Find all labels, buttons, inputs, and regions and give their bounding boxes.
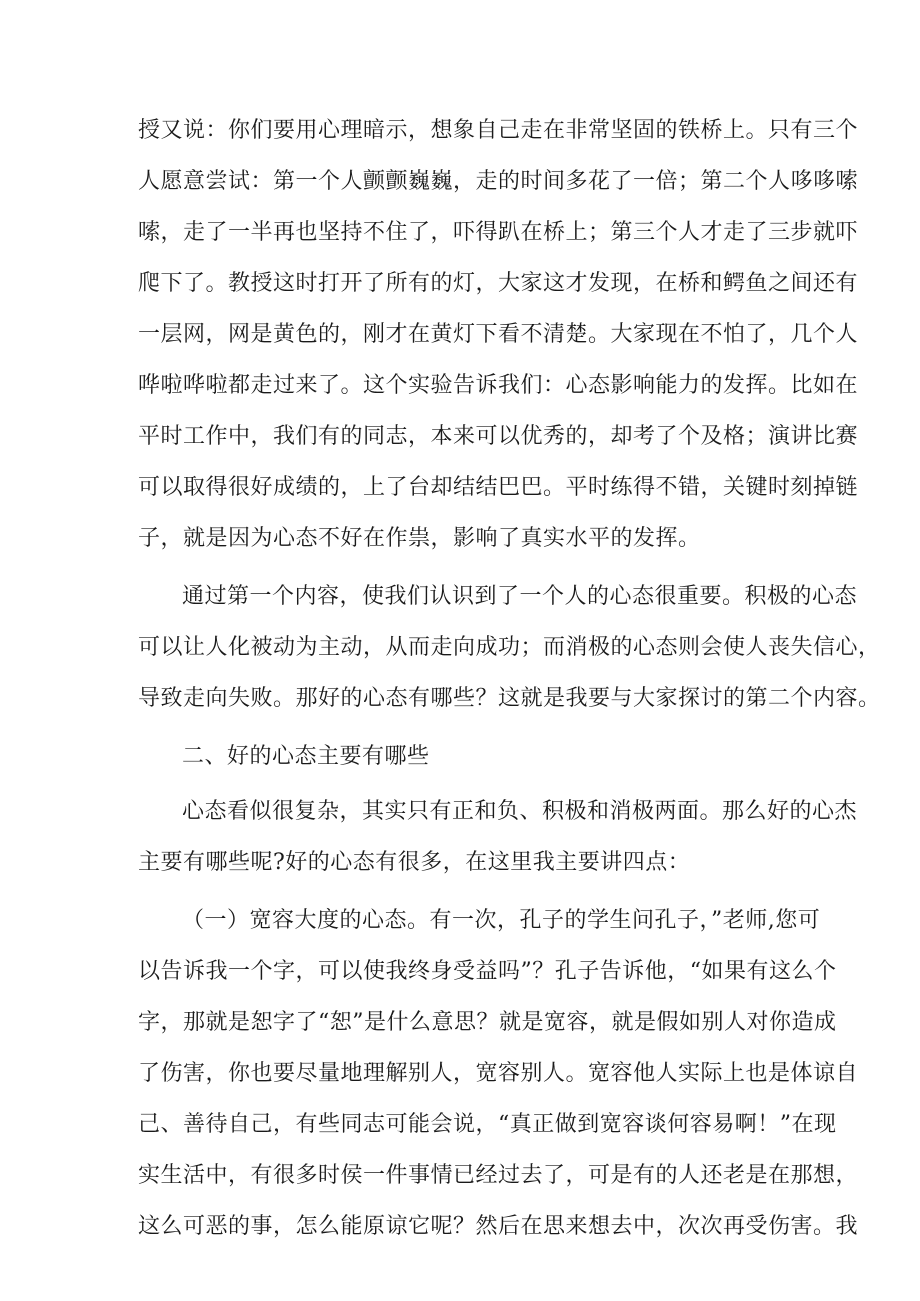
text-line: 了伤害，你也要尽量地理解别人，宽容别人。宽容他人实际上也是体谅自	[138, 1061, 859, 1086]
paragraph-first-line: 通过第一个内容，使我们认识到了一个人的心态很重要。积极的心态	[182, 584, 858, 609]
section-heading: 二、好的心态主要有哪些	[182, 744, 430, 769]
text-line: 主要有哪些呢?好的心态有很多，在这里我主要讲四点：	[138, 850, 691, 875]
text-line: 爬下了。教授这时打开了所有的灯，大家这才发现，在桥和鳄鱼之间还有	[138, 271, 859, 296]
text-line: 一层网，网是黄色的，刚才在黄灯下看不清楚。大家现在不怕了，几个人	[138, 322, 859, 347]
paragraph-first-line: （一）宽容大度的心态。有一次，孔子的学生问孔子，”老师,您可	[182, 908, 821, 933]
text-line: 平时工作中，我们有的同志，本来可以优秀的，却考了个及格；演讲比赛	[138, 424, 859, 449]
text-line: 哗啦哗啦都走过来了。这个实验告诉我们：心态影响能力的发挥。比如在	[138, 373, 859, 398]
text-line: 字，那就是恕字了“恕”是什么意思？就是宽容，就是假如别人对你造成	[138, 1010, 837, 1035]
text-line: 可以让人化被动为主动，从而走向成功；而消极的心态则会使人丧失信心，	[138, 635, 881, 660]
text-line: 可以取得很好成绩的，上了台却结结巴巴。平时练得不错，关键时刻掉链	[138, 475, 859, 500]
text-line: 人愿意尝试：第一个人颤颤巍巍，走的时间多花了一倍；第二个人哆哆嗦	[138, 169, 859, 194]
text-line: 己、善待自己，有些同志可能会说，“真正做到宽容谈何容易啊！”在现	[138, 1112, 837, 1137]
text-line: 嗦，走了一半再也坚持不住了，吓得趴在桥上；第三个人才走了三步就吓	[138, 220, 859, 245]
text-line: 以告诉我一个字，可以使我终身受益吗”？孔子告诉他，“如果有这么个	[138, 959, 837, 984]
text-line: 子，就是因为心态不好在作祟，影响了真实水平的发挥。	[138, 526, 701, 551]
text-line: 这么可恶的事，怎么能原谅它呢？然后在思来想去中，次次再受伤害。我	[138, 1214, 859, 1239]
text-line: 授又说：你们要用心理暗示，想象自己走在非常坚固的铁桥上。只有三个	[138, 118, 859, 143]
text-line: 导致走向失败。那好的心态有哪些？这就是我要与大家探讨的第二个内容。	[138, 686, 881, 711]
text-line: 实生活中，有很多时侯一件事情已经过去了，可是有的人还老是在那想，	[138, 1163, 859, 1188]
paragraph-first-line: 心态看似很复杂，其实只有正和负、积极和消极两面。那么好的心杰	[182, 799, 858, 824]
